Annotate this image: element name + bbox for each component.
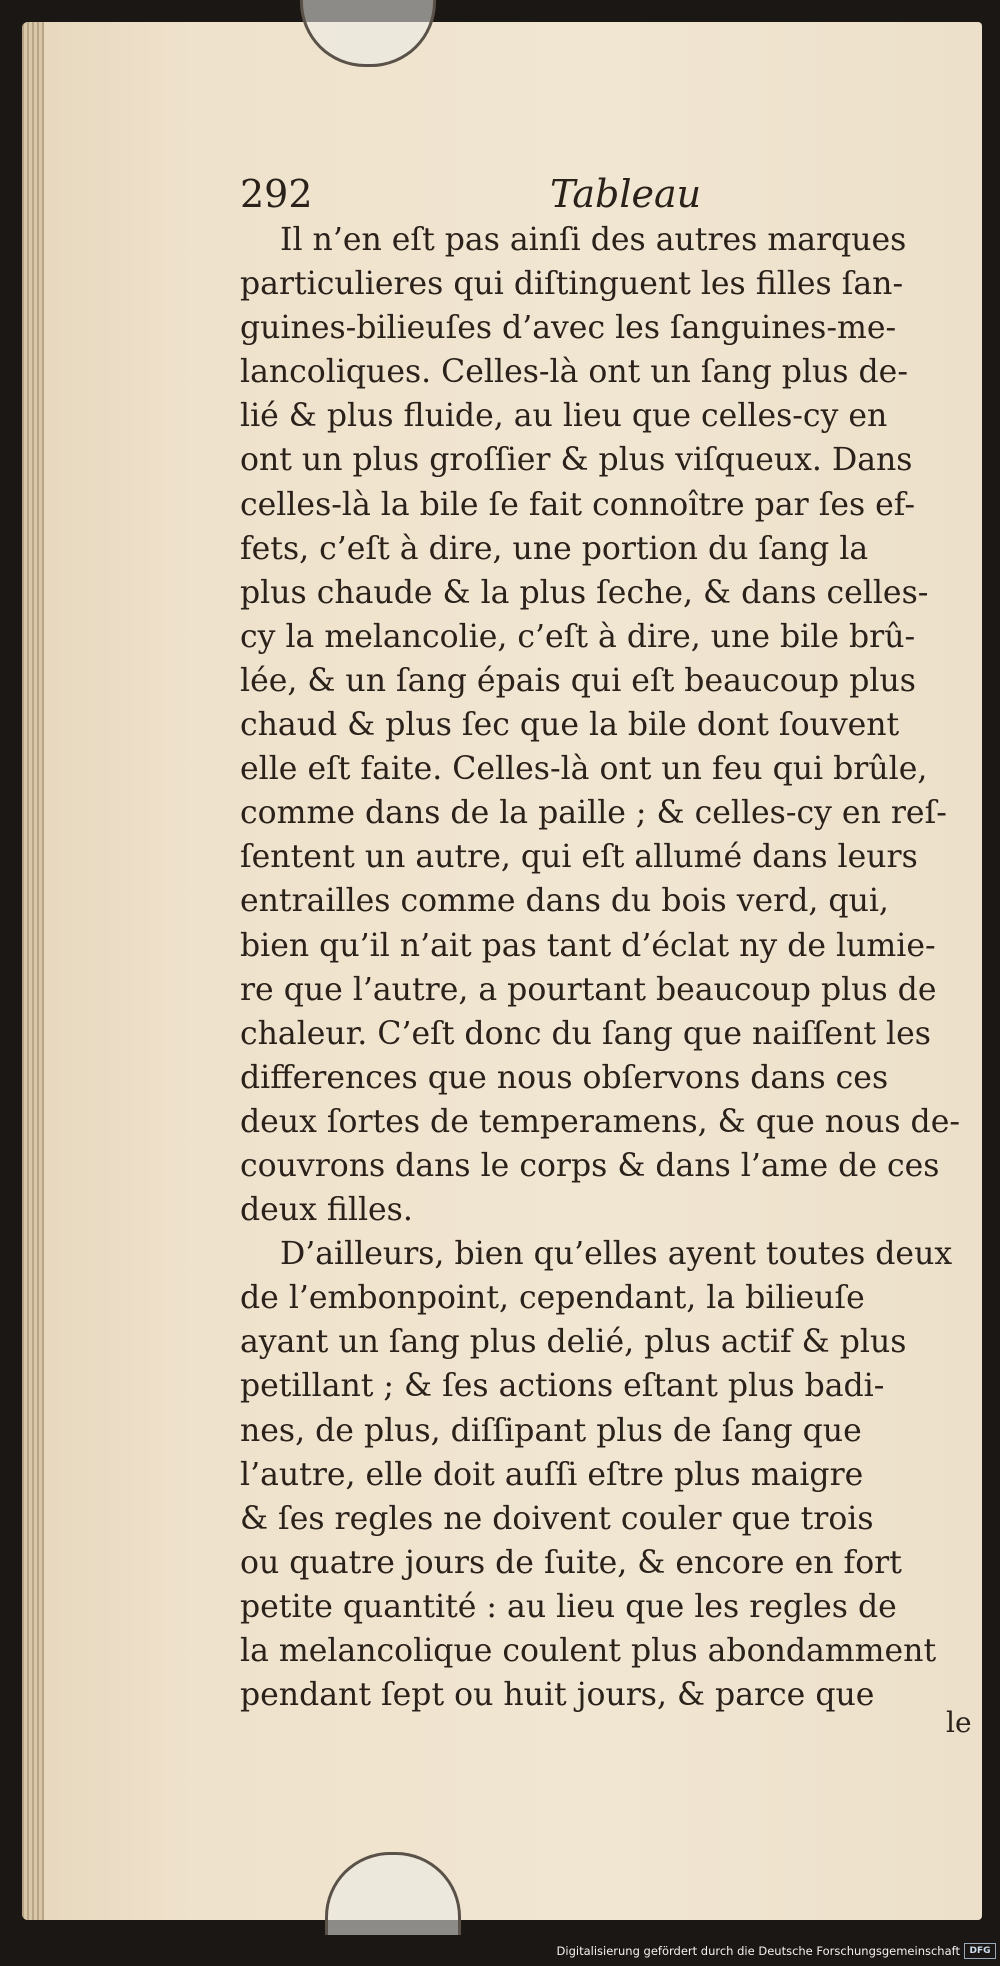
text-line: l’autre, elle doit auſſi eſtre plus maigre: [240, 1456, 864, 1493]
text-line: deux ſortes de temperamens, & que nous de-: [240, 1103, 960, 1140]
text-line: nes, de plus, diſſipant plus de ſang que: [240, 1412, 862, 1449]
text-line: couvrons dans le corps & dans l’ame de ces: [240, 1147, 940, 1184]
text-line: particulieres qui diſtinguent les filles ſan-: [240, 266, 904, 303]
text-line: re que l’autre, a pourtant beaucoup plus de: [240, 971, 937, 1008]
text-line: pendant ſept ou huit jours, & parce que: [240, 1677, 875, 1714]
text-line: chaleur. C’eſt donc du ſang que naiſſent les: [240, 1015, 931, 1052]
running-head: [240, 172, 980, 222]
text-line: celles-là la bile ſe fait connoître par ſes ef-: [240, 486, 915, 523]
dfg-logo: DFG: [964, 1943, 996, 1959]
text-line: lié & plus fluide, au lieu que celles-cy en: [240, 398, 888, 435]
running-title: Tableau: [550, 172, 702, 216]
text-line: Il n’en eſt pas ainſi des autres marques: [280, 222, 907, 258]
page-edges: [22, 22, 44, 1920]
text-line: ou quatre jours de ſuite, & encore en fort: [240, 1544, 902, 1581]
text-line: ont un plus groſſier & plus viſqueux. Dans: [240, 442, 913, 479]
catchword: le: [946, 1706, 972, 1739]
text-line: ayant un ſang plus delié, plus actif & plus: [240, 1324, 907, 1361]
text-line: la melancolique coulent plus abondamment: [240, 1633, 937, 1669]
text-line: lée, & un ſang épais qui eſt beaucoup plus: [240, 662, 916, 699]
text-line: guines-bilieuſes d’avec les ſanguines-me-: [240, 310, 897, 347]
text-line: lancoliques. Celles-là ont un ſang plus de-: [240, 354, 908, 391]
text-line: ſentent un autre, qui eſt allumé dans leurs: [240, 839, 918, 876]
digitization-credit: [557, 1940, 996, 1962]
text-line: plus chaude & la plus ſeche, & dans celles-: [240, 574, 929, 611]
page-number: 292: [240, 172, 313, 216]
text-line: cy la melancolie, c’eſt à dire, une bile brû-: [240, 618, 916, 655]
text-line: D’ailleurs, bien qu’elles ayent toutes deux: [280, 1236, 953, 1273]
text-line: de l’embonpoint, cependant, la bilieuſe: [240, 1280, 865, 1317]
text-line: & ſes regles ne doivent couler que trois: [240, 1500, 874, 1537]
credit-text: Digitalisierung gefördert durch die Deutsche Forschungsgemeinschaft: [556, 1944, 960, 1958]
text-line: entrailles comme dans du bois verd, qui,: [240, 883, 889, 920]
text-line: fets, c’eſt à dire, une portion du ſang la: [240, 530, 869, 567]
text-line: deux filles.: [240, 1192, 413, 1229]
text-line: bien qu’il n’ait pas tant d’éclat ny de lumie-: [240, 927, 936, 964]
text-line: petillant ; & ſes actions eſtant plus badi-: [240, 1368, 885, 1405]
text-line: comme dans de la paille ; & celles-cy en reſ-: [240, 795, 947, 832]
text-line: chaud & plus ſec que la bile dont ſouvent: [240, 707, 900, 744]
body-text: [240, 218, 982, 1717]
text-line: differences que nous obſervons dans ces: [240, 1059, 889, 1096]
text-line: elle eſt faite. Celles-là ont un feu qui brûle,: [240, 751, 928, 788]
text-line: petite quantité : au lieu que les regles de: [240, 1588, 897, 1625]
